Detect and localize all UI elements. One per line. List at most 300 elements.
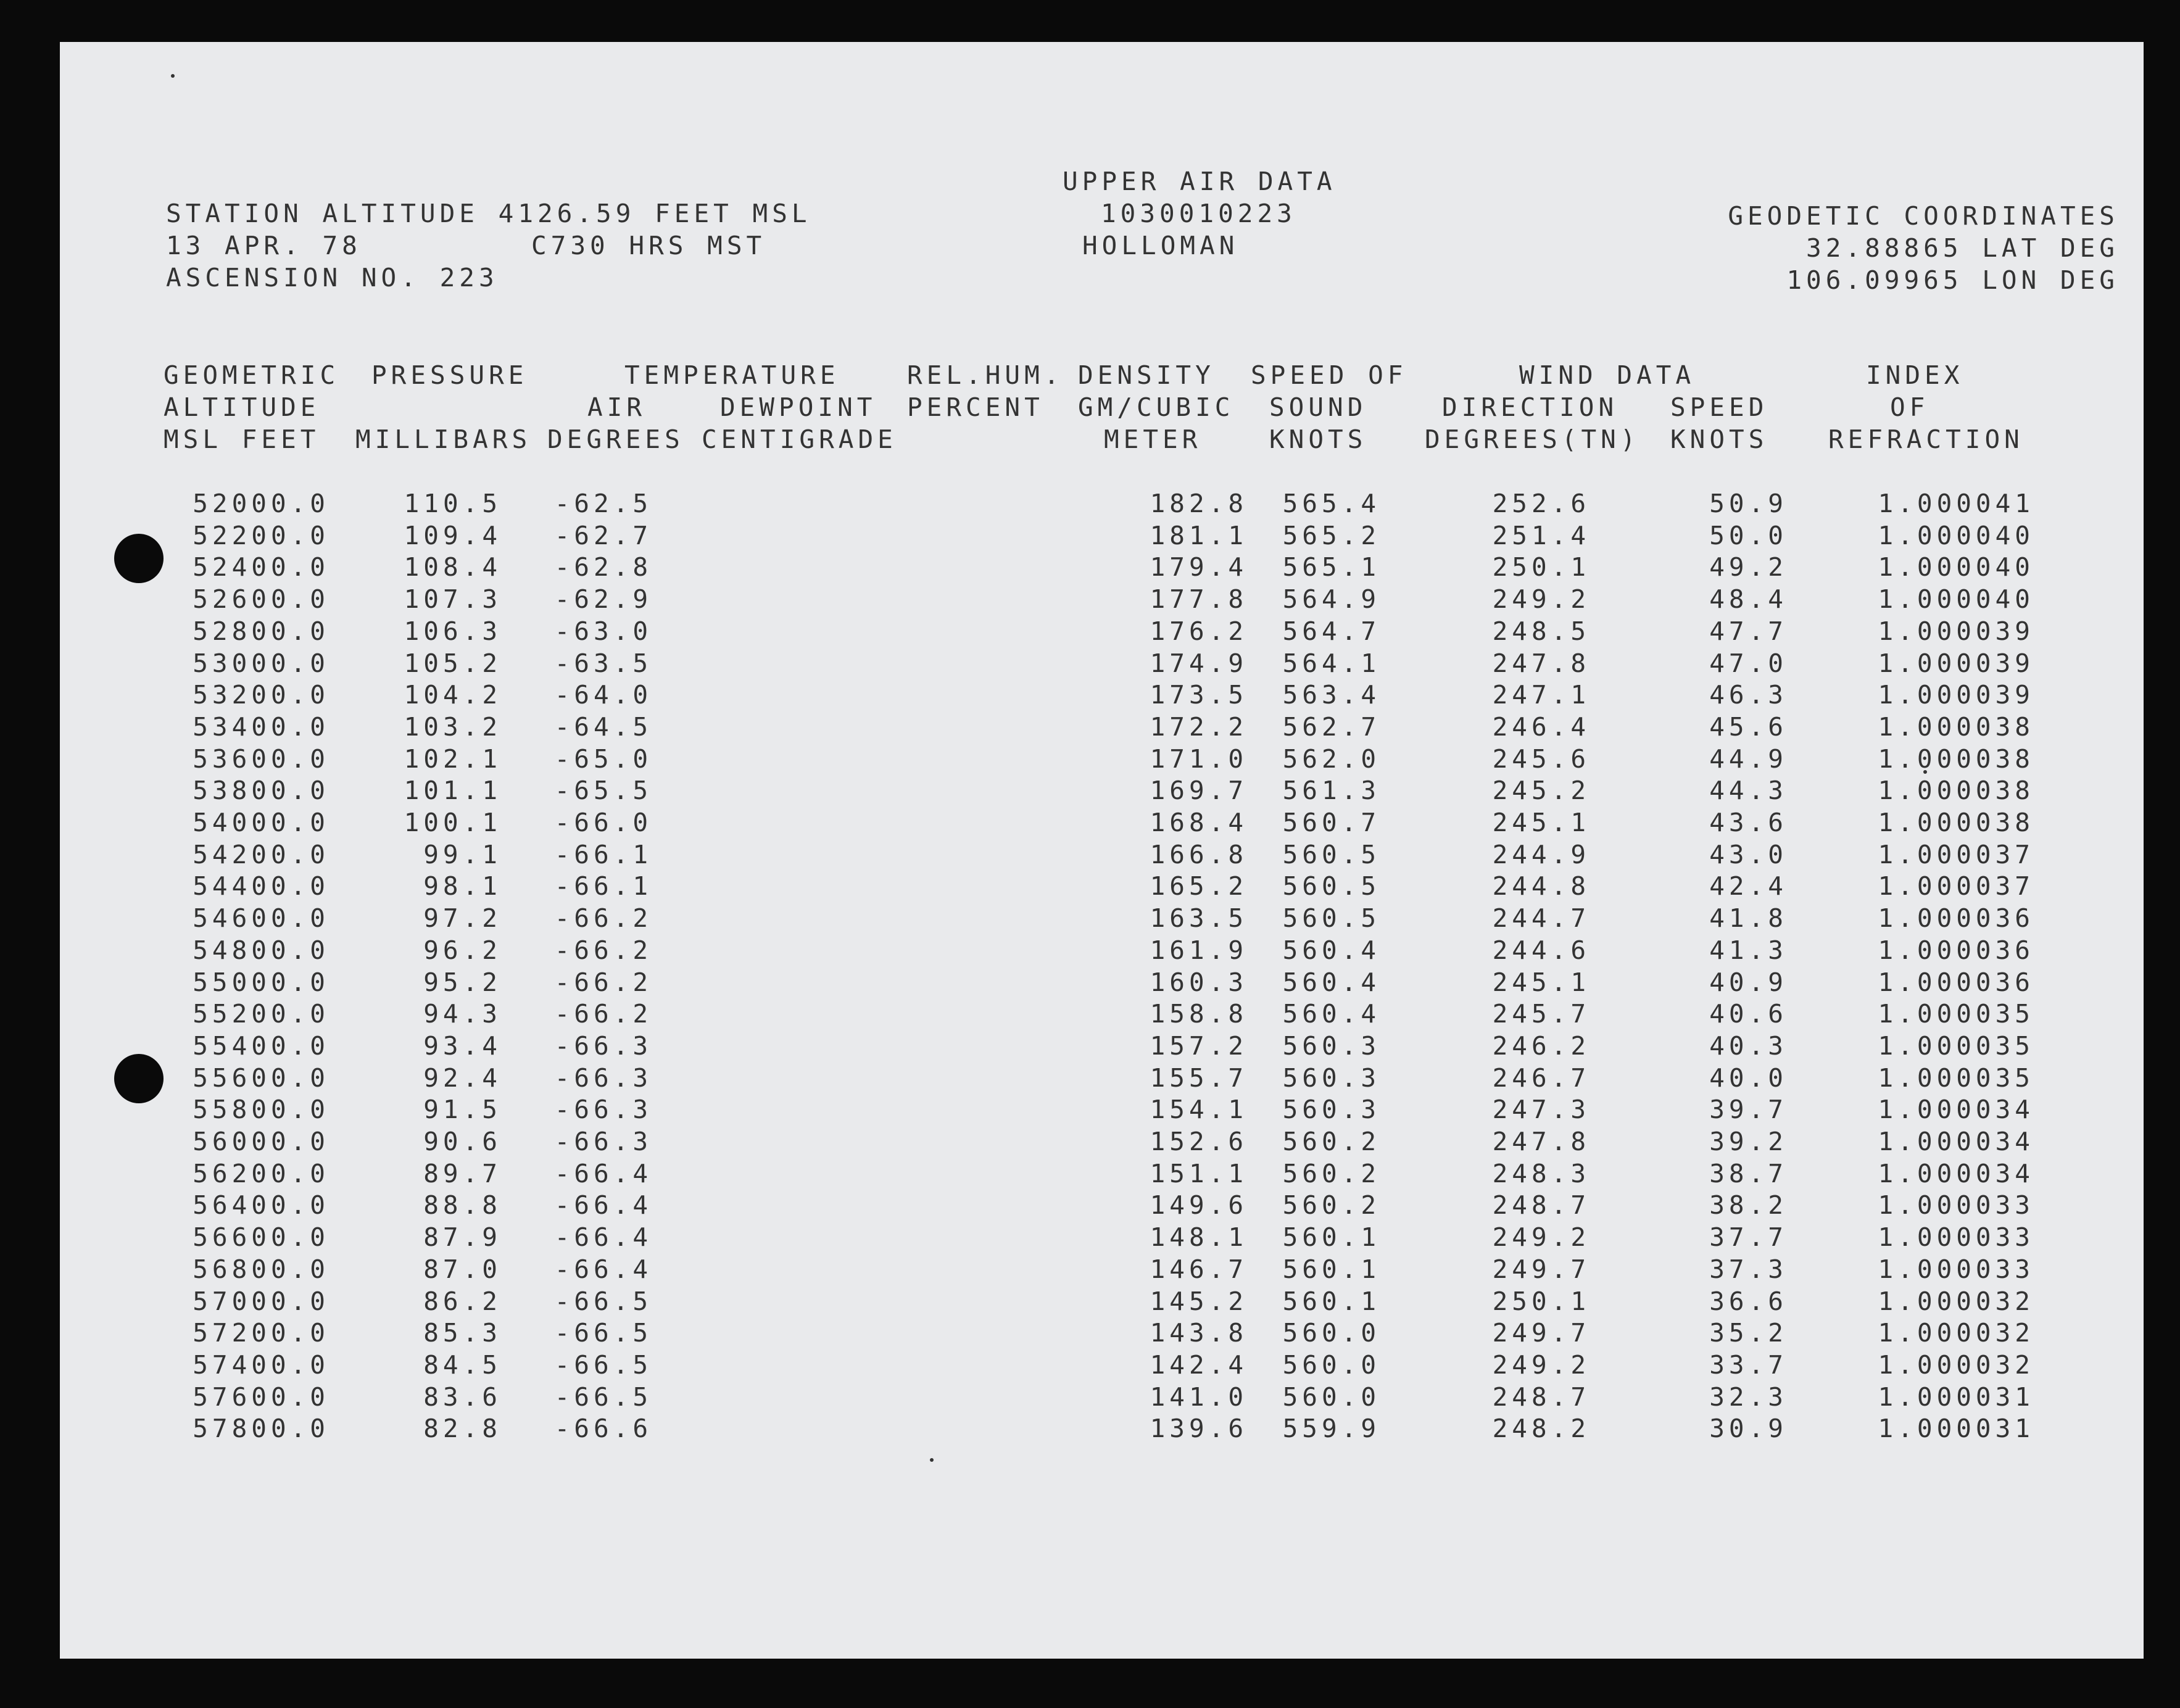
air-temperature-cell: -66.1 <box>554 839 652 869</box>
table-row <box>60 935 2144 970</box>
wind-speed-cell: 36.6 <box>1709 1286 1788 1316</box>
pressure-cell: 108.4 <box>404 552 502 582</box>
wind-speed-cell: 43.0 <box>1709 839 1788 869</box>
altitude-cell: 55600.0 <box>193 1063 329 1093</box>
table-row <box>60 1349 2144 1385</box>
header-dewpoint: DEWPOINT <box>720 392 877 422</box>
altitude-cell: 54600.0 <box>193 903 329 934</box>
altitude-cell: 56600.0 <box>193 1222 329 1253</box>
wind-speed-cell: 37.3 <box>1709 1254 1788 1284</box>
density-cell: 145.2 <box>1150 1286 1248 1316</box>
header-density: GM/CUBIC <box>1078 392 1235 422</box>
speed-of-sound-cell: 564.1 <box>1282 648 1380 678</box>
speed-of-sound-cell: 562.7 <box>1282 711 1380 742</box>
wind-speed-cell: 47.0 <box>1709 648 1788 678</box>
air-temperature-cell: -66.4 <box>554 1158 652 1188</box>
refraction-index-cell: 1.000036 <box>1878 903 2034 934</box>
density-cell: 149.6 <box>1150 1190 1248 1221</box>
pressure-cell: 91.5 <box>423 1095 502 1125</box>
wind-speed-cell: 33.7 <box>1709 1349 1788 1380</box>
refraction-index-cell: 1.000038 <box>1878 711 2034 742</box>
table-row <box>60 1254 2144 1289</box>
air-temperature-cell: -66.4 <box>554 1190 652 1221</box>
header-relative-humidity: PERCENT <box>907 392 1044 422</box>
wind-direction-cell: 248.7 <box>1492 1382 1590 1412</box>
refraction-index-cell: 1.000034 <box>1878 1127 2034 1156</box>
wind-direction-cell: 248.3 <box>1492 1158 1590 1188</box>
air-temperature-cell: -66.4 <box>554 1254 652 1284</box>
altitude-cell: 52800.0 <box>193 616 329 646</box>
air-temperature-cell: -66.5 <box>554 1382 652 1412</box>
altitude-cell: 57200.0 <box>193 1318 329 1348</box>
pressure-cell: 97.2 <box>423 903 502 934</box>
table-row <box>60 810 2144 842</box>
longitude: 106.09965 LON DEG <box>1786 265 2119 295</box>
header-density: DENSITY <box>1078 360 1215 390</box>
header-wind-speed: SPEED <box>1670 392 1768 422</box>
speed-of-sound-cell: 565.2 <box>1282 520 1380 550</box>
header-speed-of-sound: SPEED OF <box>1251 360 1407 390</box>
density-cell: 148.1 <box>1150 1222 1248 1253</box>
header-air: DEGREES <box>547 425 684 454</box>
header-speed-of-sound: SOUND <box>1269 392 1367 422</box>
wind-direction-cell: 248.7 <box>1492 1190 1590 1221</box>
refraction-index-cell: 1.000040 <box>1878 520 2034 550</box>
air-temperature-cell: -66.2 <box>554 903 652 934</box>
refraction-index-cell: 1.000040 <box>1878 552 2034 582</box>
table-row <box>60 648 2144 683</box>
wind-speed-cell: 49.2 <box>1709 552 1788 582</box>
altitude-cell: 52400.0 <box>193 552 329 582</box>
air-temperature-cell: -66.2 <box>554 935 652 965</box>
density-cell: 158.8 <box>1150 999 1248 1029</box>
density-cell: 168.4 <box>1150 808 1248 837</box>
pressure-cell: 95.2 <box>423 967 502 997</box>
pressure-cell: 92.4 <box>423 1063 502 1093</box>
air-temperature-cell: -63.5 <box>554 648 652 678</box>
speed-of-sound-cell: 563.4 <box>1282 680 1380 710</box>
latitude: 32.88865 LAT DEG <box>1806 233 2119 263</box>
density-cell: 152.6 <box>1150 1127 1248 1156</box>
header-relative-humidity: REL.HUM. <box>907 360 1064 390</box>
wind-direction-cell: 244.7 <box>1492 903 1590 934</box>
refraction-index-cell: 1.000033 <box>1878 1190 2034 1221</box>
wind-speed-cell: 43.6 <box>1709 808 1788 837</box>
header-wind-data: WIND DATA <box>1519 360 1696 390</box>
coordinates-title: GEODETIC COORDINATES <box>1728 201 2119 231</box>
refraction-index-cell: 1.000037 <box>1878 839 2034 869</box>
wind-speed-cell: 47.7 <box>1709 616 1788 646</box>
density-cell: 177.8 <box>1150 584 1248 615</box>
pressure-cell: 105.2 <box>404 648 502 678</box>
altitude-cell: 53800.0 <box>193 776 329 806</box>
table-row <box>60 1286 2144 1321</box>
header-dewpoint: CENTIGRADE <box>702 425 897 454</box>
air-temperature-cell: -63.0 <box>554 616 652 646</box>
density-cell: 181.1 <box>1150 520 1248 550</box>
table-row <box>60 1190 2144 1225</box>
air-temperature-cell: -66.0 <box>554 808 652 837</box>
pressure-cell: 104.2 <box>404 680 502 710</box>
wind-speed-cell: 44.3 <box>1709 776 1788 806</box>
header-wind-direction: DEGREES(TN) <box>1425 425 1640 454</box>
wind-direction-cell: 247.8 <box>1492 1127 1590 1156</box>
table-row <box>60 1129 2144 1161</box>
wind-direction-cell: 244.8 <box>1492 871 1590 902</box>
speed-of-sound-cell: 560.1 <box>1282 1222 1380 1253</box>
density-cell: 171.0 <box>1150 744 1248 774</box>
speck <box>171 74 175 78</box>
altitude-cell: 54200.0 <box>193 839 329 869</box>
wind-direction-cell: 249.7 <box>1492 1254 1590 1284</box>
altitude-cell: 52200.0 <box>193 520 329 550</box>
air-temperature-cell: -66.1 <box>554 871 652 902</box>
wind-direction-cell: 248.2 <box>1492 1414 1590 1444</box>
pressure-cell: 102.1 <box>404 744 502 774</box>
density-cell: 154.1 <box>1150 1095 1248 1125</box>
header-index-of-refraction: REFRACTION <box>1828 425 2024 454</box>
air-temperature-cell: -66.5 <box>554 1349 652 1380</box>
wind-direction-cell: 245.1 <box>1492 808 1590 837</box>
altitude-cell: 57000.0 <box>193 1286 329 1316</box>
wind-speed-cell: 40.3 <box>1709 1030 1788 1061</box>
density-cell: 172.2 <box>1150 711 1248 742</box>
speed-of-sound-cell: 560.7 <box>1282 808 1380 837</box>
wind-direction-cell: 247.3 <box>1492 1095 1590 1125</box>
refraction-index-cell: 1.000040 <box>1878 584 2034 615</box>
wind-speed-cell: 41.3 <box>1709 935 1788 965</box>
header-altitude: MSL FEET <box>164 425 320 454</box>
wind-direction-cell: 245.2 <box>1492 776 1590 806</box>
density-cell: 160.3 <box>1150 967 1248 997</box>
table-row <box>60 1097 2144 1129</box>
speed-of-sound-cell: 560.3 <box>1282 1095 1380 1125</box>
header-speed-of-sound: KNOTS <box>1269 425 1367 454</box>
wind-speed-cell: 45.6 <box>1709 711 1788 742</box>
altitude-cell: 56000.0 <box>193 1127 329 1156</box>
density-cell: 176.2 <box>1150 616 1248 646</box>
density-cell: 157.2 <box>1150 1030 1248 1061</box>
table-row <box>60 839 2144 874</box>
pressure-cell: 107.3 <box>404 584 502 615</box>
wind-direction-cell: 252.6 <box>1492 489 1590 518</box>
density-cell: 142.4 <box>1150 1349 1248 1380</box>
air-temperature-cell: -66.5 <box>554 1286 652 1316</box>
altitude-cell: 54000.0 <box>193 808 329 837</box>
wind-speed-cell: 32.3 <box>1709 1382 1788 1412</box>
wind-direction-cell: 249.7 <box>1492 1318 1590 1348</box>
speed-of-sound-cell: 560.0 <box>1282 1318 1380 1348</box>
altitude-cell: 55800.0 <box>193 1095 329 1125</box>
altitude-cell: 53000.0 <box>193 648 329 678</box>
pressure-cell: 106.3 <box>404 616 502 646</box>
pressure-cell: 87.0 <box>423 1254 502 1284</box>
refraction-index-cell: 1.000031 <box>1878 1382 2034 1412</box>
speed-of-sound-cell: 560.5 <box>1282 871 1380 902</box>
launch-time: C730 HRS MST <box>531 231 766 260</box>
speed-of-sound-cell: 560.1 <box>1282 1254 1380 1284</box>
table-row <box>60 1063 2144 1098</box>
table-row <box>60 778 2144 810</box>
wind-speed-cell: 50.9 <box>1709 489 1788 518</box>
speed-of-sound-cell: 560.3 <box>1282 1030 1380 1061</box>
table-row <box>60 682 2144 715</box>
wind-direction-cell: 245.7 <box>1492 999 1590 1029</box>
station-name: HOLLOMAN <box>1082 231 1239 260</box>
air-temperature-cell: -65.0 <box>554 744 652 774</box>
report-id: 1030010223 <box>1101 199 1296 228</box>
speed-of-sound-cell: 560.4 <box>1282 999 1380 1029</box>
air-temperature-cell: -62.9 <box>554 584 652 615</box>
table-row <box>60 552 2144 587</box>
refraction-index-cell: 1.000036 <box>1878 967 2034 997</box>
speed-of-sound-cell: 559.9 <box>1282 1414 1380 1444</box>
table-row <box>60 1320 2144 1353</box>
altitude-cell: 55400.0 <box>193 1030 329 1061</box>
wind-speed-cell: 30.9 <box>1709 1414 1788 1444</box>
air-temperature-cell: -66.5 <box>554 1318 652 1348</box>
refraction-index-cell: 1.000032 <box>1878 1286 2034 1316</box>
refraction-index-cell: 1.000036 <box>1878 935 2034 965</box>
wind-speed-cell: 37.7 <box>1709 1222 1788 1253</box>
air-temperature-cell: -66.4 <box>554 1222 652 1253</box>
wind-direction-cell: 246.2 <box>1492 1030 1590 1061</box>
header-index-of-refraction: INDEX <box>1866 360 1964 390</box>
pressure-cell: 93.4 <box>423 1030 502 1061</box>
header-wind-direction: DIRECTION <box>1442 392 1618 422</box>
speed-of-sound-cell: 560.1 <box>1282 1286 1380 1316</box>
pressure-cell: 100.1 <box>404 808 502 837</box>
wind-speed-cell: 50.0 <box>1709 520 1788 550</box>
air-temperature-cell: -66.6 <box>554 1414 652 1444</box>
wind-speed-cell: 44.9 <box>1709 744 1788 774</box>
refraction-index-cell: 1.000033 <box>1878 1222 2034 1253</box>
altitude-cell: 54800.0 <box>193 935 329 965</box>
speed-of-sound-cell: 560.4 <box>1282 967 1380 997</box>
density-cell: 151.1 <box>1150 1158 1248 1188</box>
report-title: UPPER AIR DATA <box>1063 167 1337 196</box>
density-cell: 166.8 <box>1150 839 1248 869</box>
air-temperature-cell: -65.5 <box>554 776 652 806</box>
table-row <box>60 520 2144 555</box>
altitude-cell: 55000.0 <box>193 967 329 997</box>
table-row <box>60 903 2144 938</box>
air-temperature-cell: -66.3 <box>554 1127 652 1156</box>
speed-of-sound-cell: 560.0 <box>1282 1349 1380 1380</box>
wind-speed-cell: 40.9 <box>1709 967 1788 997</box>
density-cell: 173.5 <box>1150 680 1248 710</box>
header-temperature: TEMPERATURE <box>624 360 840 390</box>
altitude-cell: 53200.0 <box>193 680 329 710</box>
speed-of-sound-cell: 560.2 <box>1282 1190 1380 1221</box>
wind-direction-cell: 249.2 <box>1492 1349 1590 1380</box>
speed-of-sound-cell: 560.3 <box>1282 1063 1380 1093</box>
density-cell: 179.4 <box>1150 552 1248 582</box>
speed-of-sound-cell: 564.7 <box>1282 616 1380 646</box>
refraction-index-cell: 1.000034 <box>1878 1095 2034 1125</box>
table-row <box>60 711 2144 747</box>
launch-date: 13 APR. 78 <box>166 231 362 260</box>
refraction-index-cell: 1.000038 <box>1878 808 2034 837</box>
wind-speed-cell: 38.2 <box>1709 1190 1788 1221</box>
refraction-index-cell: 1.000035 <box>1878 1030 2034 1061</box>
refraction-index-cell: 1.000032 <box>1878 1318 2034 1348</box>
refraction-index-cell: 1.000031 <box>1878 1414 2034 1444</box>
altitude-cell: 56200.0 <box>193 1158 329 1188</box>
wind-direction-cell: 249.2 <box>1492 1222 1590 1253</box>
pressure-cell: 94.3 <box>423 999 502 1029</box>
pressure-cell: 84.5 <box>423 1349 502 1380</box>
header-altitude: ALTITUDE <box>164 392 320 422</box>
header-pressure: PRESSURE <box>371 360 528 390</box>
pressure-cell: 89.7 <box>423 1158 502 1188</box>
paper-sheet <box>60 42 2144 1659</box>
speed-of-sound-cell: 562.0 <box>1282 744 1380 774</box>
wind-speed-cell: 41.8 <box>1709 903 1788 934</box>
refraction-index-cell: 1.000039 <box>1878 616 2034 646</box>
speed-of-sound-cell: 560.0 <box>1282 1382 1380 1412</box>
table-row <box>60 1158 2144 1193</box>
wind-speed-cell: 48.4 <box>1709 584 1788 615</box>
air-temperature-cell: -62.5 <box>554 489 652 518</box>
air-temperature-cell: -66.3 <box>554 1095 652 1125</box>
header-air: AIR <box>587 392 647 422</box>
pressure-cell: 87.9 <box>423 1222 502 1253</box>
air-temperature-cell: -62.8 <box>554 552 652 582</box>
density-cell: 174.9 <box>1150 648 1248 678</box>
altitude-cell: 57600.0 <box>193 1382 329 1412</box>
wind-direction-cell: 249.2 <box>1492 584 1590 615</box>
speed-of-sound-cell: 565.1 <box>1282 552 1380 582</box>
wind-speed-cell: 38.7 <box>1709 1158 1788 1188</box>
air-temperature-cell: -64.0 <box>554 680 652 710</box>
pressure-cell: 103.2 <box>404 711 502 742</box>
wind-speed-cell: 35.2 <box>1709 1318 1788 1348</box>
wind-speed-cell: 39.7 <box>1709 1095 1788 1125</box>
header-index-of-refraction: OF <box>1890 392 1929 422</box>
wind-direction-cell: 244.9 <box>1492 839 1590 869</box>
speed-of-sound-cell: 560.5 <box>1282 839 1380 869</box>
air-temperature-cell: -66.3 <box>554 1030 652 1061</box>
table-row <box>60 744 2144 779</box>
density-cell: 141.0 <box>1150 1382 1248 1412</box>
density-cell: 161.9 <box>1150 935 1248 965</box>
header-pressure: MILLIBARS <box>355 425 532 454</box>
header-wind-speed: KNOTS <box>1670 425 1768 454</box>
speed-of-sound-cell: 564.9 <box>1282 584 1380 615</box>
altitude-cell: 52600.0 <box>193 584 329 615</box>
wind-speed-cell: 39.2 <box>1709 1127 1788 1156</box>
refraction-index-cell: 1.000038 <box>1878 744 2034 774</box>
wind-direction-cell: 246.7 <box>1492 1063 1590 1093</box>
pressure-cell: 82.8 <box>423 1414 502 1444</box>
pressure-cell: 86.2 <box>423 1286 502 1316</box>
density-cell: 169.7 <box>1150 776 1248 806</box>
wind-direction-cell: 246.4 <box>1492 711 1590 742</box>
density-cell: 165.2 <box>1150 871 1248 902</box>
wind-direction-cell: 245.6 <box>1492 744 1590 774</box>
density-cell: 163.5 <box>1150 903 1248 934</box>
speed-of-sound-cell: 560.5 <box>1282 903 1380 934</box>
speed-of-sound-cell: 560.2 <box>1282 1158 1380 1188</box>
wind-direction-cell: 244.6 <box>1492 935 1590 965</box>
pressure-cell: 99.1 <box>423 839 502 869</box>
table-row <box>60 1416 2144 1448</box>
table-row <box>60 616 2144 651</box>
speed-of-sound-cell: 561.3 <box>1282 776 1380 806</box>
refraction-index-cell: 1.000035 <box>1878 999 2034 1029</box>
refraction-index-cell: 1.000033 <box>1878 1254 2034 1284</box>
refraction-index-cell: 1.000041 <box>1878 489 2034 518</box>
refraction-index-cell: 1.000032 <box>1878 1349 2034 1380</box>
pressure-cell: 85.3 <box>423 1318 502 1348</box>
speed-of-sound-cell: 565.4 <box>1282 489 1380 518</box>
density-cell: 182.8 <box>1150 489 1248 518</box>
density-cell: 139.6 <box>1150 1414 1248 1444</box>
wind-speed-cell: 46.3 <box>1709 680 1788 710</box>
speed-of-sound-cell: 560.2 <box>1282 1127 1380 1156</box>
density-cell: 146.7 <box>1150 1254 1248 1284</box>
table-row <box>60 871 2144 906</box>
wind-direction-cell: 248.5 <box>1492 616 1590 646</box>
density-cell: 155.7 <box>1150 1063 1248 1093</box>
altitude-cell: 53400.0 <box>193 711 329 742</box>
pressure-cell: 101.1 <box>404 776 502 806</box>
header-density: METER <box>1104 425 1202 454</box>
wind-direction-cell: 247.8 <box>1492 648 1590 678</box>
altitude-cell: 52000.0 <box>193 489 329 518</box>
pressure-cell: 110.5 <box>404 489 502 518</box>
pressure-cell: 83.6 <box>423 1382 502 1412</box>
header-altitude: GEOMETRIC <box>164 360 340 390</box>
air-temperature-cell: -66.2 <box>554 967 652 997</box>
wind-direction-cell: 250.1 <box>1492 552 1590 582</box>
pressure-cell: 109.4 <box>404 520 502 550</box>
table-row <box>60 1222 2144 1257</box>
air-temperature-cell: -64.5 <box>554 711 652 742</box>
altitude-cell: 56800.0 <box>193 1254 329 1284</box>
ascension-number: ASCENSION NO. 223 <box>166 263 499 292</box>
pressure-cell: 96.2 <box>423 935 502 965</box>
speck <box>930 1458 934 1462</box>
pressure-cell: 90.6 <box>423 1127 502 1156</box>
altitude-cell: 53600.0 <box>193 744 329 774</box>
altitude-cell: 54400.0 <box>193 871 329 902</box>
refraction-index-cell: 1.000039 <box>1878 648 2034 678</box>
table-row <box>60 1030 2144 1066</box>
pressure-cell: 98.1 <box>423 871 502 902</box>
table-row <box>60 967 2144 1002</box>
wind-direction-cell: 250.1 <box>1492 1286 1590 1316</box>
refraction-index-cell: 1.000037 <box>1878 871 2034 902</box>
density-cell: 143.8 <box>1150 1318 1248 1348</box>
table-row <box>60 1382 2144 1417</box>
refraction-index-cell: 1.000034 <box>1878 1158 2034 1188</box>
refraction-index-cell: 1.000039 <box>1878 680 2034 710</box>
air-temperature-cell: -66.3 <box>554 1063 652 1093</box>
table-row <box>60 584 2144 619</box>
altitude-cell: 57400.0 <box>193 1349 329 1380</box>
altitude-cell: 56400.0 <box>193 1190 329 1221</box>
wind-direction-cell: 245.1 <box>1492 967 1590 997</box>
wind-direction-cell: 251.4 <box>1492 520 1590 550</box>
refraction-index-cell: 1.000035 <box>1878 1063 2034 1093</box>
wind-speed-cell: 40.0 <box>1709 1063 1788 1093</box>
refraction-index-cell: 1.000038 <box>1878 776 2034 806</box>
air-temperature-cell: -62.7 <box>554 520 652 550</box>
table-row <box>60 1001 2144 1034</box>
pressure-cell: 88.8 <box>423 1190 502 1221</box>
